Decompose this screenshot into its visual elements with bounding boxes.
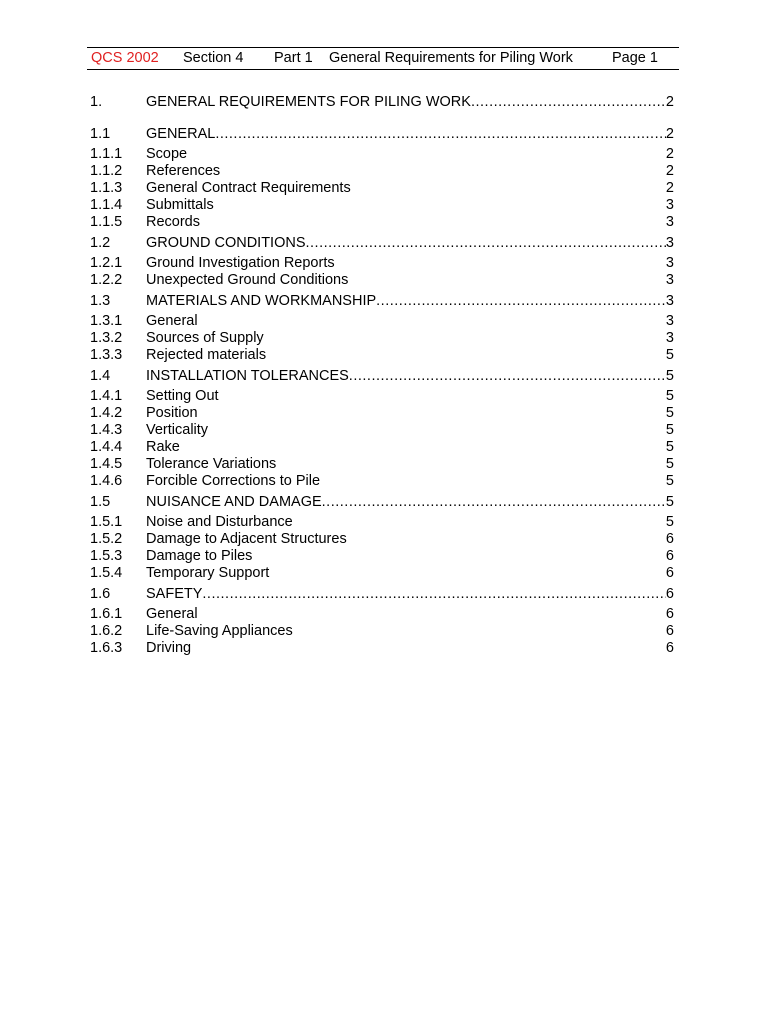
toc-item-number: 1.1.4 [90, 197, 123, 213]
toc-item-title: Damage to Piles [146, 548, 253, 564]
toc-heading-page: 2 [665, 94, 674, 110]
toc-item-number: 1.3.2 [90, 330, 123, 346]
toc-heading-1-4 [90, 364, 674, 388]
toc-item-number: 1.6.1 [90, 606, 123, 622]
toc-item-1-3-1 [90, 313, 674, 330]
toc-item-1-3-3 [90, 347, 674, 364]
toc-item-page: 5 [665, 456, 674, 472]
toc-item-title: Ground Investigation Reports [146, 255, 335, 271]
toc-item-number: 1.5.2 [90, 531, 123, 547]
header-part: Part 1 [274, 50, 313, 66]
toc-item-number: 1.4.1 [90, 388, 123, 404]
toc-item-title: References [146, 163, 221, 179]
toc-item-page: 3 [665, 197, 674, 213]
toc-heading-page: 2 [665, 126, 674, 142]
toc-leader-line [146, 364, 674, 388]
toc-dot-leader [215, 122, 666, 146]
toc-heading-title: GROUND CONDITIONS [146, 231, 306, 255]
toc-item-title: Records [146, 214, 200, 230]
toc-item-title: Rejected materials [146, 347, 267, 363]
toc-item-number: 1.4.4 [90, 439, 123, 455]
toc-item-1-5-3 [90, 548, 674, 565]
toc-item-page: 5 [665, 514, 674, 530]
toc-item-title: Scope [146, 146, 188, 162]
toc-heading-number: 1.4 [90, 368, 111, 384]
toc-heading-page: 3 [665, 293, 674, 309]
toc-item-title: Damage to Adjacent Structures [146, 531, 347, 547]
toc-item-title: Driving [146, 640, 192, 656]
toc-item-page: 6 [665, 548, 674, 564]
toc-item-page: 5 [665, 388, 674, 404]
toc-item-title: General [146, 313, 198, 329]
toc-item-page: 5 [665, 347, 674, 363]
toc-item-number: 1.3.1 [90, 313, 123, 329]
toc-heading-title: GENERAL REQUIREMENTS FOR PILING WORK [146, 86, 471, 118]
toc-item-1-5-1 [90, 514, 674, 531]
toc-item-page: 6 [665, 623, 674, 639]
toc-item-number: 1.4.2 [90, 405, 123, 421]
toc-item-number: 1.6.2 [90, 623, 123, 639]
toc-item-title: Noise and Disturbance [146, 514, 293, 530]
toc-item-1-6-1 [90, 606, 674, 623]
toc-item-1-1-3 [90, 180, 674, 197]
toc-item-page: 2 [665, 146, 674, 162]
toc-item-1-4-6 [90, 473, 674, 490]
toc-heading-number: 1.3 [90, 293, 111, 309]
toc-item-number: 1.2.1 [90, 255, 123, 271]
toc-item-1-3-2 [90, 330, 674, 347]
toc-item-1-1-1 [90, 146, 674, 163]
toc-heading-number: 1. [90, 94, 103, 110]
toc-heading-title: SAFETY [146, 582, 202, 606]
toc-item-number: 1.1.1 [90, 146, 123, 162]
toc-item-number: 1.4.3 [90, 422, 123, 438]
toc-dot-leader [349, 364, 666, 388]
toc-leader-line [146, 122, 674, 146]
toc-item-1-4-3 [90, 422, 674, 439]
toc-item-page: 5 [665, 439, 674, 455]
toc-heading-page: 5 [665, 368, 674, 384]
toc-heading-chapter-1 [90, 86, 674, 118]
toc-item-page: 5 [665, 473, 674, 489]
toc-item-number: 1.5.3 [90, 548, 123, 564]
toc-item-title: Tolerance Variations [146, 456, 277, 472]
toc-leader-line [146, 289, 674, 313]
toc-heading-1-1 [90, 122, 674, 146]
toc-item-number: 1.3.3 [90, 347, 123, 363]
toc-item-number: 1.4.6 [90, 473, 123, 489]
header-section: Section 4 [183, 50, 244, 66]
toc-item-number: 1.2.2 [90, 272, 123, 288]
toc-item-1-5-4 [90, 565, 674, 582]
header-code: QCS 2002 [91, 50, 159, 66]
toc-heading-number: 1.6 [90, 586, 111, 602]
toc-item-title: Forcible Corrections to Pile [146, 473, 321, 489]
toc-dot-leader [306, 231, 666, 255]
toc-heading-number: 1.2 [90, 235, 111, 251]
toc-item-page: 5 [665, 405, 674, 421]
toc-heading-page: 5 [665, 494, 674, 510]
toc-item-1-1-2 [90, 163, 674, 180]
table-of-contents [90, 86, 674, 657]
page-header [87, 47, 679, 70]
toc-heading-title: NUISANCE AND DAMAGE [146, 490, 322, 514]
toc-item-page: 6 [665, 565, 674, 581]
toc-item-1-2-1 [90, 255, 674, 272]
toc-item-page: 6 [665, 531, 674, 547]
toc-item-title: General Contract Requirements [146, 180, 351, 196]
toc-leader-line [146, 86, 674, 118]
toc-item-page: 6 [665, 640, 674, 656]
toc-item-number: 1.5.4 [90, 565, 123, 581]
toc-item-title: Position [146, 405, 198, 421]
toc-item-title: Verticality [146, 422, 209, 438]
toc-heading-1-6 [90, 582, 674, 606]
toc-heading-1-5 [90, 490, 674, 514]
toc-item-page: 2 [665, 163, 674, 179]
toc-item-1-4-5 [90, 456, 674, 473]
toc-leader-line [146, 582, 674, 606]
toc-item-number: 1.5.1 [90, 514, 123, 530]
toc-item-1-1-5 [90, 214, 674, 231]
toc-item-number: 1.1.2 [90, 163, 123, 179]
toc-item-page: 3 [665, 214, 674, 230]
toc-heading-title: MATERIALS AND WORKMANSHIP [146, 289, 376, 313]
toc-item-title: Life-Saving Appliances [146, 623, 293, 639]
toc-item-1-6-3 [90, 640, 674, 657]
toc-item-page: 6 [665, 606, 674, 622]
toc-item-number: 1.6.3 [90, 640, 123, 656]
toc-heading-number: 1.1 [90, 126, 111, 142]
header-page-number: Page 1 [612, 50, 658, 66]
toc-item-number: 1.4.5 [90, 456, 123, 472]
toc-item-number: 1.1.3 [90, 180, 123, 196]
toc-heading-page: 6 [665, 586, 674, 602]
toc-item-title: Unexpected Ground Conditions [146, 272, 349, 288]
toc-item-1-4-2 [90, 405, 674, 422]
toc-leader-line [146, 231, 674, 255]
toc-heading-page: 3 [665, 235, 674, 251]
toc-item-page: 2 [665, 180, 674, 196]
toc-item-title: Rake [146, 439, 180, 455]
toc-item-title: Temporary Support [146, 565, 270, 581]
toc-item-1-2-2 [90, 272, 674, 289]
toc-item-page: 3 [665, 313, 674, 329]
toc-item-title: Submittals [146, 197, 214, 213]
toc-heading-title: INSTALLATION TOLERANCES [146, 364, 349, 388]
toc-dot-leader [322, 490, 666, 514]
toc-item-1-5-2 [90, 531, 674, 548]
toc-dot-leader [471, 86, 666, 118]
toc-leader-line [146, 490, 674, 514]
toc-item-1-1-4 [90, 197, 674, 214]
toc-item-title: Sources of Supply [146, 330, 264, 346]
toc-item-title: Setting Out [146, 388, 219, 404]
toc-item-page: 3 [665, 330, 674, 346]
toc-item-page: 5 [665, 422, 674, 438]
toc-item-1-4-1 [90, 388, 674, 405]
toc-item-1-4-4 [90, 439, 674, 456]
toc-item-1-6-2 [90, 623, 674, 640]
toc-item-page: 3 [665, 272, 674, 288]
toc-heading-1-3 [90, 289, 674, 313]
toc-dot-leader [202, 582, 666, 606]
toc-item-title: General [146, 606, 198, 622]
header-title: General Requirements for Piling Work [329, 50, 573, 66]
toc-dot-leader [376, 289, 666, 313]
toc-heading-number: 1.5 [90, 494, 111, 510]
toc-heading-1-2 [90, 231, 674, 255]
toc-item-number: 1.1.5 [90, 214, 123, 230]
toc-heading-title: GENERAL [146, 122, 215, 146]
toc-item-page: 3 [665, 255, 674, 271]
